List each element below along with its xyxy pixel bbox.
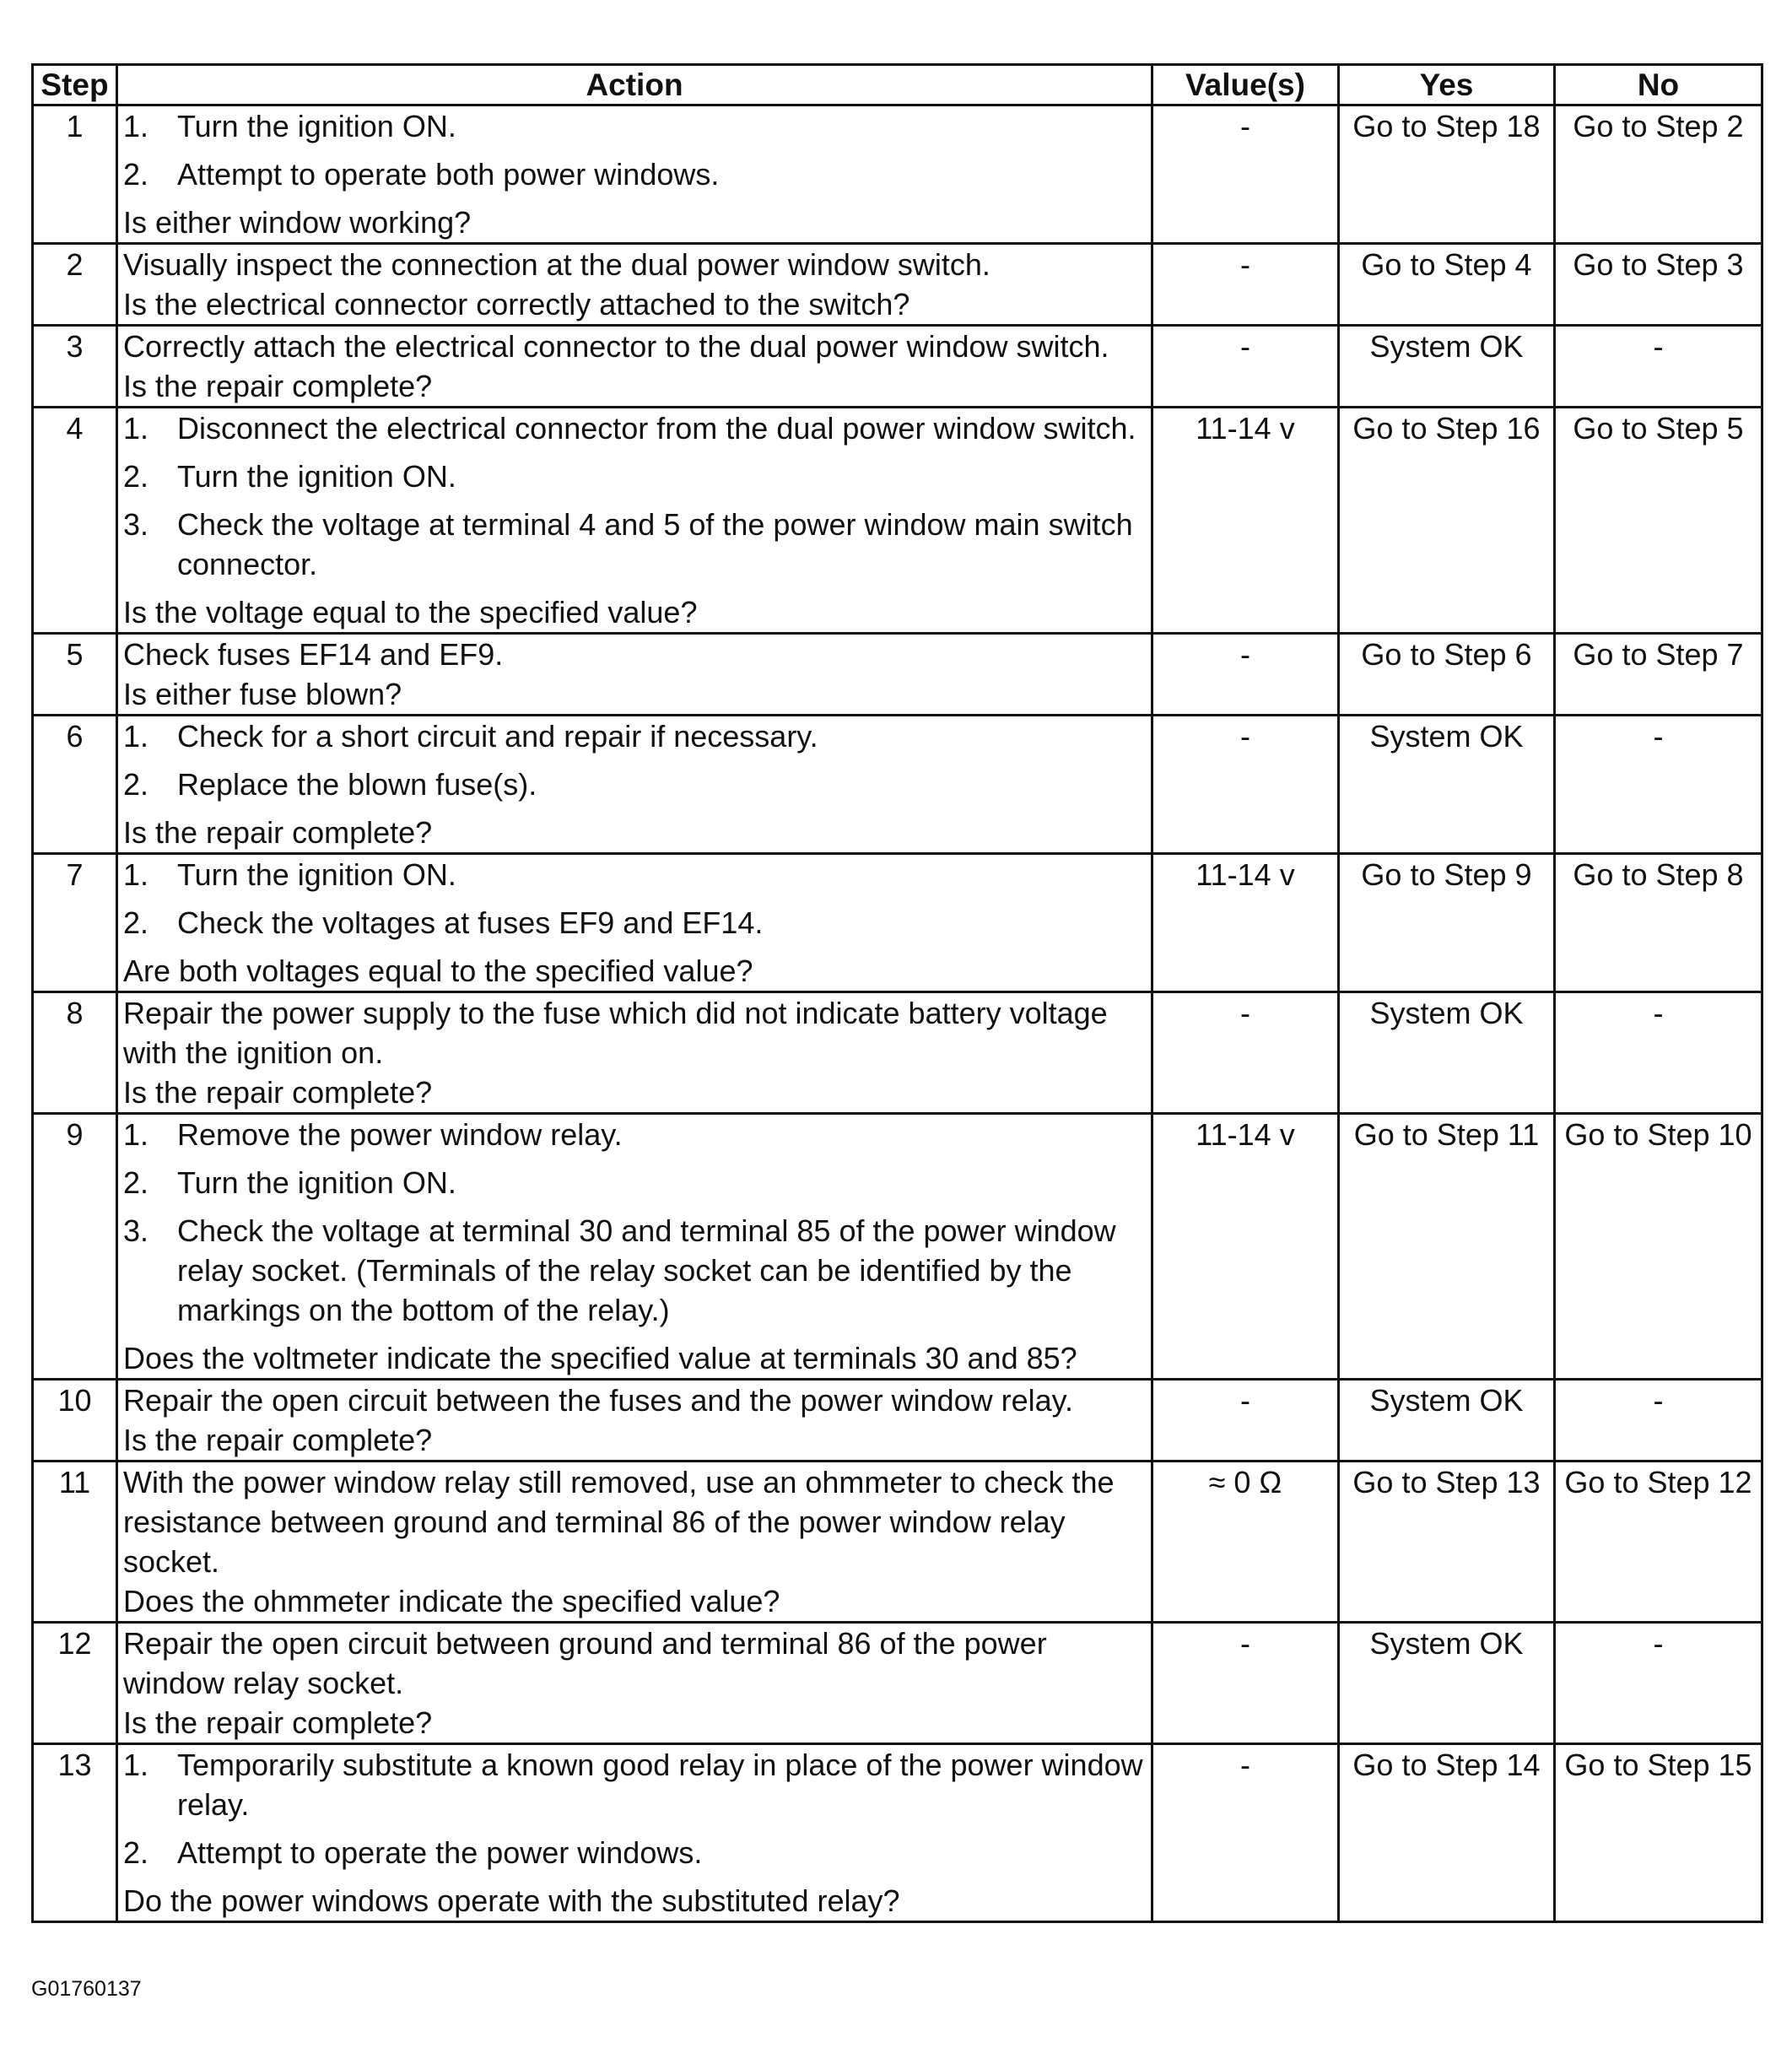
table-row	[33, 854, 1762, 992]
table-row	[33, 634, 1762, 716]
value-cell: -	[1152, 1623, 1339, 1744]
list-number: 2.	[123, 905, 149, 940]
header-step: Step	[33, 65, 117, 105]
action-text: Visually inspect the connection at the dual power window switch.	[123, 247, 990, 282]
action-cell	[117, 634, 1152, 716]
step-number: 10	[33, 1380, 117, 1462]
list-text: Check the voltage at terminal 30 and terminal 85 of the power window relay socket. (Terminals of the relay socket can be identified by the markings on the bottom of the relay.)	[177, 1213, 1116, 1327]
value-cell: -	[1152, 992, 1339, 1114]
list-number: 1.	[123, 1117, 149, 1152]
action-question: Is the repair complete?	[123, 1075, 433, 1110]
action-text: Repair the power supply to the fuse which did not indicate battery voltage with the ignition on.	[123, 996, 1108, 1070]
header-values: Value(s)	[1152, 65, 1339, 105]
action-question: Is the repair complete?	[123, 1423, 433, 1457]
value-cell: -	[1152, 326, 1339, 408]
list-text: Check the voltage at terminal 4 and 5 of the power window main switch connector.	[177, 507, 1133, 581]
list-number: 2.	[123, 1165, 149, 1200]
action-cell	[117, 105, 1152, 244]
list-number: 3.	[123, 507, 149, 542]
action-question: Is either fuse blown?	[123, 677, 402, 711]
yes-cell: Go to Step 13	[1339, 1462, 1555, 1623]
yes-cell: Go to Step 4	[1339, 244, 1555, 326]
list-text: Disconnect the electrical connector from the dual power window switch.	[177, 411, 1136, 446]
list-number: 2.	[123, 1835, 149, 1870]
list-number: 2.	[123, 767, 149, 802]
table-row	[33, 408, 1762, 634]
action-list-item	[123, 505, 1147, 584]
table-row	[33, 1114, 1762, 1380]
step-number: 9	[33, 1114, 117, 1380]
action-question: Is the voltage equal to the specified value?	[123, 595, 698, 629]
action-list-item	[123, 1211, 1147, 1330]
table-body	[33, 105, 1762, 1922]
list-text: Turn the ignition ON.	[177, 459, 456, 494]
step-number: 6	[33, 716, 117, 854]
yes-cell: Go to Step 11	[1339, 1114, 1555, 1380]
action-list-item	[123, 1163, 1147, 1202]
table-row	[33, 1380, 1762, 1462]
action-cell	[117, 1380, 1152, 1462]
yes-cell: Go to Step 9	[1339, 854, 1555, 992]
list-text: Replace the blown fuse(s).	[177, 767, 537, 802]
no-cell: -	[1555, 716, 1762, 854]
action-question: Does the voltmeter indicate the specified value at terminals 30 and 85?	[123, 1341, 1077, 1375]
action-cell	[117, 326, 1152, 408]
no-cell: Go to Step 12	[1555, 1462, 1762, 1623]
step-number: 5	[33, 634, 117, 716]
yes-cell: Go to Step 6	[1339, 634, 1555, 716]
table-row	[33, 1623, 1762, 1744]
list-text: Turn the ignition ON.	[177, 109, 456, 143]
yes-cell: System OK	[1339, 1380, 1555, 1462]
action-list-item	[123, 408, 1147, 448]
list-number: 3.	[123, 1213, 149, 1248]
no-cell: Go to Step 3	[1555, 244, 1762, 326]
action-cell	[117, 244, 1152, 326]
yes-cell: Go to Step 16	[1339, 408, 1555, 634]
action-list-item	[123, 1833, 1147, 1872]
header-no: No	[1555, 65, 1762, 105]
list-number: 1.	[123, 719, 149, 754]
table-header-row	[33, 65, 1762, 105]
step-number: 12	[33, 1623, 117, 1744]
action-question: Is the repair complete?	[123, 1705, 433, 1740]
figure-code: G01760137	[31, 1977, 142, 2001]
no-cell: Go to Step 2	[1555, 105, 1762, 244]
action-cell	[117, 408, 1152, 634]
action-cell	[117, 854, 1152, 992]
header-action: Action	[117, 65, 1152, 105]
action-list-item	[123, 855, 1147, 894]
no-cell: Go to Step 5	[1555, 408, 1762, 634]
no-cell: -	[1555, 992, 1762, 1114]
action-text: Repair the open circuit between ground and terminal 86 of the power window relay socket.	[123, 1626, 1047, 1700]
action-text: Correctly attach the electrical connector to the dual power window switch.	[123, 329, 1109, 364]
yes-cell: System OK	[1339, 992, 1555, 1114]
no-cell: Go to Step 15	[1555, 1744, 1762, 1922]
no-cell: Go to Step 10	[1555, 1114, 1762, 1380]
table-row	[33, 716, 1762, 854]
list-text: Turn the ignition ON.	[177, 1165, 456, 1200]
action-text: Repair the open circuit between the fuses and the power window relay.	[123, 1383, 1073, 1418]
value-cell: -	[1152, 716, 1339, 854]
action-question: Is the electrical connector correctly attached to the switch?	[123, 287, 910, 321]
action-question: Is the repair complete?	[123, 369, 433, 403]
step-number: 13	[33, 1744, 117, 1922]
list-text: Turn the ignition ON.	[177, 857, 456, 892]
list-text: Check for a short circuit and repair if necessary.	[177, 719, 818, 754]
value-cell: -	[1152, 105, 1339, 244]
diagnostic-table	[31, 63, 1763, 1923]
diagnostic-table-container	[31, 63, 1761, 1957]
step-number: 1	[33, 105, 117, 244]
table-row	[33, 1744, 1762, 1922]
action-list-item	[123, 1115, 1147, 1154]
header-yes: Yes	[1339, 65, 1555, 105]
action-list-item	[123, 106, 1147, 146]
action-cell	[117, 1744, 1152, 1922]
value-cell: -	[1152, 244, 1339, 326]
action-cell	[117, 1114, 1152, 1380]
action-list-item	[123, 716, 1147, 756]
action-cell	[117, 992, 1152, 1114]
no-cell: Go to Step 7	[1555, 634, 1762, 716]
yes-cell: System OK	[1339, 1623, 1555, 1744]
value-cell: -	[1152, 1380, 1339, 1462]
table-row	[33, 1462, 1762, 1623]
step-number: 4	[33, 408, 117, 634]
step-number: 8	[33, 992, 117, 1114]
action-question: Is the repair complete?	[123, 815, 433, 850]
yes-cell: Go to Step 14	[1339, 1744, 1555, 1922]
action-question: Does the ohmmeter indicate the specified value?	[123, 1584, 780, 1618]
value-cell: 11-14 v	[1152, 408, 1339, 634]
action-question: Do the power windows operate with the substituted relay?	[123, 1883, 900, 1918]
step-number: 11	[33, 1462, 117, 1623]
list-number: 1.	[123, 109, 149, 143]
action-text: With the power window relay still removed, use an ohmmeter to check the resistance between ground and terminal 86 of the power window relay socket.	[123, 1465, 1115, 1579]
list-number: 1.	[123, 1748, 149, 1782]
action-text: Check fuses EF14 and EF9.	[123, 637, 504, 672]
action-list-item	[123, 1745, 1147, 1824]
action-cell	[117, 1462, 1152, 1623]
yes-cell: System OK	[1339, 716, 1555, 854]
list-text: Temporarily substitute a known good relay in place of the power window relay.	[177, 1748, 1143, 1822]
list-number: 1.	[123, 857, 149, 892]
no-cell: -	[1555, 1380, 1762, 1462]
action-list-item	[123, 154, 1147, 194]
step-number: 2	[33, 244, 117, 326]
table-row	[33, 992, 1762, 1114]
value-cell: -	[1152, 1744, 1339, 1922]
step-number: 3	[33, 326, 117, 408]
value-cell: -	[1152, 634, 1339, 716]
no-cell: Go to Step 8	[1555, 854, 1762, 992]
list-text: Remove the power window relay.	[177, 1117, 623, 1152]
yes-cell: Go to Step 18	[1339, 105, 1555, 244]
list-number: 1.	[123, 411, 149, 446]
action-list-item	[123, 457, 1147, 496]
no-cell: -	[1555, 1623, 1762, 1744]
yes-cell: System OK	[1339, 326, 1555, 408]
value-cell: 11-14 v	[1152, 1114, 1339, 1380]
table-row	[33, 105, 1762, 244]
list-text: Attempt to operate both power windows.	[177, 157, 720, 192]
list-text: Check the voltages at fuses EF9 and EF14.	[177, 905, 764, 940]
action-cell	[117, 716, 1152, 854]
list-number: 2.	[123, 157, 149, 192]
action-question: Is either window working?	[123, 205, 472, 240]
list-text: Attempt to operate the power windows.	[177, 1835, 703, 1870]
list-number: 2.	[123, 459, 149, 494]
no-cell: -	[1555, 326, 1762, 408]
table-row	[33, 244, 1762, 326]
table-row	[33, 326, 1762, 408]
value-cell: ≈ 0 Ω	[1152, 1462, 1339, 1623]
action-question: Are both voltages equal to the specified value?	[123, 954, 753, 988]
action-list-item	[123, 765, 1147, 804]
action-list-item	[123, 903, 1147, 943]
value-cell: 11-14 v	[1152, 854, 1339, 992]
step-number: 7	[33, 854, 117, 992]
action-cell	[117, 1623, 1152, 1744]
